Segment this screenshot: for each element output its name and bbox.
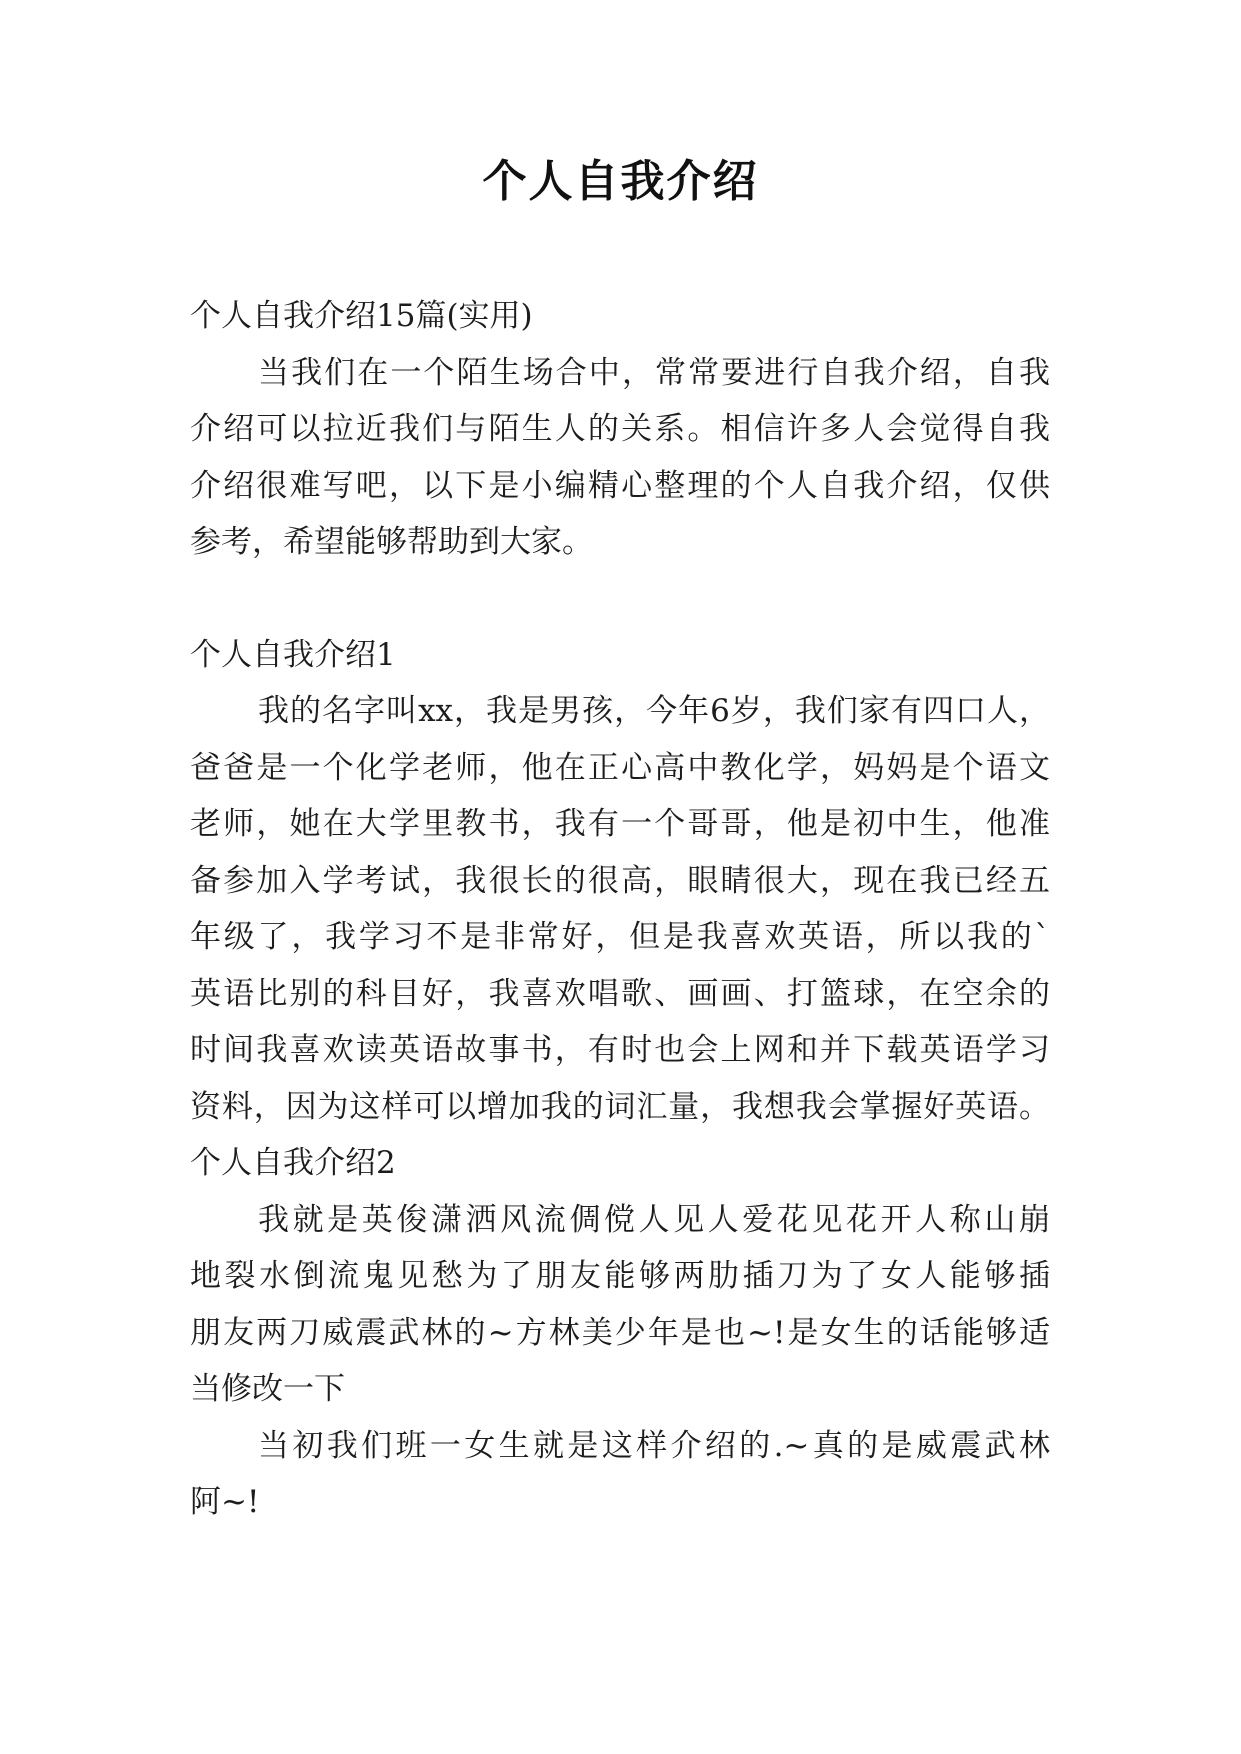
section1-line: 备参加入学考试，我很长的很高，眼睛很大，现在我已经五 <box>190 862 1050 899</box>
intro-line: 参考，希望能够帮助到大家。 <box>190 524 593 560</box>
section2-line: 地裂水倒流鬼见愁为了朋友能够两肋插刀为了女人能够插 <box>190 1258 1050 1294</box>
section1-line: 英语比别的科目好，我喜欢唱歌、画画、打篮球，在空余的 <box>190 975 1050 1012</box>
section1-line: 时间我喜欢读英语故事书，有时也会上网和并下载英语学习 <box>190 1032 1050 1068</box>
section2-heading: 个人自我介绍2 <box>190 1145 396 1181</box>
section2-paragraph-2 <box>190 1418 1050 1531</box>
document-title: 个人自我介绍 <box>482 156 759 207</box>
section1-paragraph <box>190 683 1050 1135</box>
section1-line: 资料，因为这样可以增加我的词汇量，我想我会掌握好英语。 <box>190 1088 1050 1125</box>
intro-line: 介绍可以拉近我们与陌生人的关系。相信许多人会觉得自我 <box>190 411 1050 447</box>
intro-paragraph <box>190 345 1050 571</box>
document-body <box>190 288 1050 1531</box>
section2-line: 阿~! <box>190 1484 260 1520</box>
document-subtitle: 个人自我介绍15篇(实用) <box>190 298 533 334</box>
section2-line: 当修改一下 <box>190 1371 345 1407</box>
section2-line: 当初我们班一女生就是这样介绍的.~真的是威震武林 <box>258 1427 1050 1464</box>
section1-line: 我的名字叫xx，我是男孩，今年6岁，我们家有四口人， <box>258 693 1050 729</box>
section1-line: 爸爸是一个化学老师，他在正心高中教化学，妈妈是个语文 <box>190 749 1050 786</box>
intro-line: 当我们在一个陌生场合中，常常要进行自我介绍，自我 <box>258 354 1050 391</box>
section2-line: 我就是英俊潇洒风流倜傥人见人爱花见花开人称山崩 <box>258 1201 1050 1238</box>
intro-line: 介绍很难写吧，以下是小编精心整理的个人自我介绍，仅供 <box>190 467 1050 504</box>
section1-line: 老师，她在大学里教书，我有一个哥哥，他是初中生，他准 <box>190 806 1050 842</box>
section1-heading: 个人自我介绍1 <box>190 636 396 673</box>
section1-line: 年级了，我学习不是非常好，但是我喜欢英语，所以我的` <box>190 919 1050 955</box>
section-spacer <box>190 571 1050 627</box>
section2-line: 朋友两刀威震武林的~方林美少年是也~!是女生的话能够适 <box>190 1314 1050 1351</box>
section2-paragraph-1 <box>190 1192 1050 1418</box>
